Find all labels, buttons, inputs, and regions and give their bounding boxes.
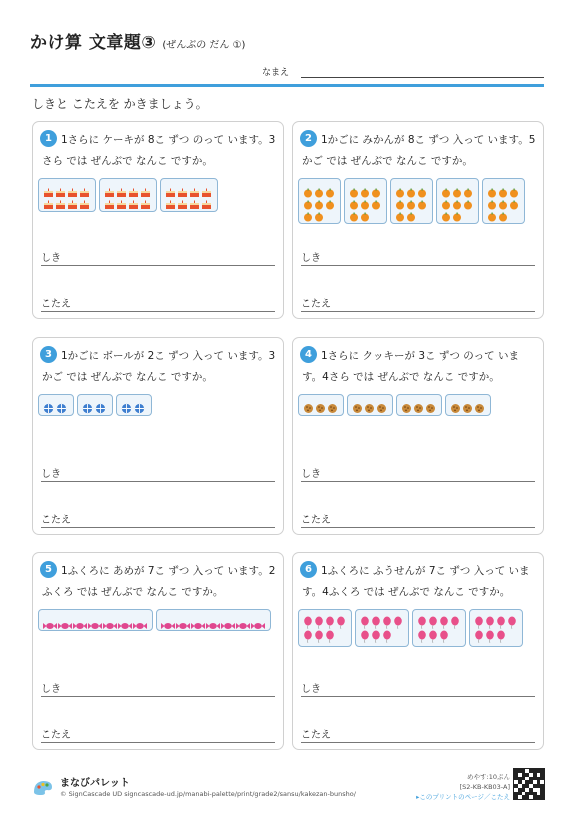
balloon-icon	[360, 614, 371, 628]
item-group	[116, 394, 152, 416]
kotae-label: こたえ	[41, 730, 71, 741]
cake-icon	[104, 195, 116, 207]
cookie-icon	[462, 399, 474, 411]
balloon-icon	[314, 628, 325, 642]
cake-icon	[128, 183, 140, 195]
cake-icon	[140, 195, 152, 207]
orange-icon	[487, 195, 498, 207]
item-group	[396, 394, 442, 416]
cake-icon	[43, 195, 55, 207]
candy-icon	[58, 615, 73, 625]
kotae-label: こたえ	[301, 299, 331, 310]
instruction-text: しきと こたえを かきましょう。	[32, 97, 208, 111]
orange-icon	[325, 183, 336, 195]
shiki-label: しき	[41, 253, 61, 264]
illustration-groups	[38, 609, 278, 631]
orange-icon	[406, 183, 417, 195]
cake-icon	[189, 183, 201, 195]
orange-icon	[360, 195, 371, 207]
shiki-answer-line[interactable]	[41, 265, 275, 266]
balloon-icon	[485, 614, 496, 628]
problem-text: 1かごに ボールが 2こ ずつ 入って います。3かご では ぜんぶで なんこ ですか。	[42, 350, 276, 383]
item-group	[77, 394, 113, 416]
candy-icon	[43, 615, 58, 625]
cake-icon	[140, 183, 152, 195]
orange-icon	[498, 195, 509, 207]
orange-icon	[314, 195, 325, 207]
item-group	[38, 178, 96, 212]
item-group	[38, 394, 74, 416]
balloon-icon	[371, 614, 382, 628]
cake-icon	[43, 183, 55, 195]
kotae-answer-line[interactable]	[41, 527, 275, 528]
orange-icon	[452, 195, 463, 207]
footer-meta	[400, 772, 510, 802]
problem-card-1	[32, 121, 284, 319]
ball-icon	[95, 399, 108, 411]
cookie-icon	[376, 399, 388, 411]
cake-icon	[189, 195, 201, 207]
qr-code-icon[interactable]	[513, 768, 545, 800]
problem-number-badge: 3	[40, 346, 57, 363]
cake-icon	[201, 183, 213, 195]
item-group	[355, 609, 409, 647]
balloon-icon	[496, 628, 507, 642]
item-group	[390, 178, 433, 224]
cookie-icon	[425, 399, 437, 411]
illustration-groups	[298, 609, 538, 647]
problem-number-badge: 2	[300, 130, 317, 147]
ball-icon	[56, 399, 69, 411]
item-group	[436, 178, 479, 224]
balloon-icon	[360, 628, 371, 642]
item-group	[156, 609, 271, 631]
orange-icon	[371, 183, 382, 195]
balloon-icon	[474, 628, 485, 642]
candy-icon	[221, 615, 236, 625]
illustration-groups	[38, 394, 278, 416]
header	[30, 28, 245, 53]
balloon-icon	[474, 614, 485, 628]
candy-icon	[251, 615, 266, 625]
balloon-icon	[382, 628, 393, 642]
item-group	[412, 609, 466, 647]
balloon-icon	[371, 628, 382, 642]
balloon-icon	[428, 614, 439, 628]
cake-icon	[177, 183, 189, 195]
cake-icon	[116, 183, 128, 195]
cake-icon	[79, 183, 91, 195]
problem-card-6	[292, 552, 544, 750]
balloon-icon	[325, 628, 336, 642]
orange-icon	[452, 183, 463, 195]
orange-icon	[395, 183, 406, 195]
orange-icon	[314, 207, 325, 219]
candy-icon	[118, 615, 133, 625]
orange-icon	[360, 207, 371, 219]
balloon-icon	[439, 614, 450, 628]
balloon-icon	[450, 614, 461, 628]
name-label: なまえ	[262, 68, 290, 78]
orange-icon	[406, 207, 417, 219]
item-group	[344, 178, 387, 224]
orange-icon	[303, 183, 314, 195]
item-group	[298, 394, 344, 416]
palette-logo-icon	[32, 778, 54, 796]
problem-text: 1さらに ケーキが 8こ ずつ のって います。3さら では ぜんぶで なんこ ですか。	[42, 134, 276, 167]
candy-icon	[191, 615, 206, 625]
orange-icon	[441, 183, 452, 195]
problem-text: 1さらに クッキーが 3こ ずつ のって います。4さら では ぜんぶで なんこ ですか。	[302, 350, 519, 383]
orange-icon	[509, 195, 520, 207]
cookie-icon	[352, 399, 364, 411]
orange-icon	[441, 195, 452, 207]
orange-icon	[303, 207, 314, 219]
orange-icon	[314, 183, 325, 195]
kotae-answer-line[interactable]	[41, 742, 275, 743]
item-group	[160, 178, 218, 212]
ball-icon	[134, 399, 147, 411]
orange-icon	[487, 183, 498, 195]
cake-icon	[165, 195, 177, 207]
orange-icon	[498, 183, 509, 195]
candy-icon	[206, 615, 221, 625]
balloon-icon	[325, 614, 336, 628]
orange-icon	[349, 207, 360, 219]
header-divider	[30, 84, 544, 87]
cake-icon	[55, 183, 67, 195]
cookie-icon	[303, 399, 315, 411]
candy-icon	[236, 615, 251, 625]
footer-url[interactable]: © SignCascade UD signcascade-ud.jp/manabi-palette/print/grade2/sansu/kakezan-bunsho/	[60, 790, 356, 798]
kotae-label: こたえ	[301, 515, 331, 526]
item-group	[482, 178, 525, 224]
shiki-label: しき	[41, 684, 61, 695]
balloon-icon	[417, 614, 428, 628]
cookie-icon	[401, 399, 413, 411]
balloon-icon	[507, 614, 518, 628]
shiki-answer-line[interactable]	[41, 481, 275, 482]
balloon-icon	[439, 628, 450, 642]
kotae-answer-line[interactable]	[41, 311, 275, 312]
candy-icon	[161, 615, 176, 625]
balloon-icon	[428, 628, 439, 642]
shiki-label: しき	[301, 253, 321, 264]
balloon-icon	[417, 628, 428, 642]
time-estimate: めやす:10ぷん	[467, 773, 510, 781]
footer-brand: まなびパレット	[60, 778, 130, 789]
orange-icon	[417, 183, 428, 195]
candy-icon	[73, 615, 88, 625]
candy-icon	[176, 615, 191, 625]
balloon-icon	[336, 614, 347, 628]
cake-icon	[116, 195, 128, 207]
shiki-answer-line[interactable]	[301, 265, 535, 266]
problem-number-badge: 5	[40, 561, 57, 578]
cookie-icon	[450, 399, 462, 411]
orange-icon	[452, 207, 463, 219]
name-row	[262, 64, 544, 78]
page-subtitle: (ぜんぶの だん ①)	[162, 40, 246, 51]
problem-text: 1ふくろに あめが 7こ ずつ 入って います。2ふくろ では ぜんぶで なんこ ですか。	[42, 565, 276, 598]
shiki-label: しき	[41, 469, 61, 480]
kotae-answer-line[interactable]	[301, 742, 535, 743]
item-group	[298, 178, 341, 224]
orange-icon	[498, 207, 509, 219]
cake-icon	[165, 183, 177, 195]
item-group	[99, 178, 157, 212]
balloon-icon	[485, 628, 496, 642]
item-group	[469, 609, 523, 647]
answer-page-link[interactable]: ▸このプリントのページ／こたえ	[416, 793, 510, 801]
balloon-icon	[314, 614, 325, 628]
item-group	[38, 609, 153, 631]
shiki-answer-line[interactable]	[301, 696, 535, 697]
orange-icon	[417, 195, 428, 207]
orange-icon	[395, 207, 406, 219]
cookie-icon	[327, 399, 339, 411]
problem-text: 1かごに みかんが 8こ ずつ 入って います。5かご では ぜんぶで なんこ ですか。	[302, 134, 536, 167]
cake-icon	[104, 183, 116, 195]
illustration-groups	[298, 178, 538, 224]
orange-icon	[349, 195, 360, 207]
cake-icon	[67, 183, 79, 195]
candy-icon	[133, 615, 148, 625]
item-group	[298, 609, 352, 647]
cookie-icon	[474, 399, 486, 411]
candy-icon	[103, 615, 118, 625]
orange-icon	[487, 207, 498, 219]
cake-icon	[201, 195, 213, 207]
illustration-groups	[298, 394, 538, 416]
kotae-label: こたえ	[41, 515, 71, 526]
candy-icon	[88, 615, 103, 625]
orange-icon	[463, 195, 474, 207]
ball-icon	[82, 399, 95, 411]
item-group	[445, 394, 491, 416]
balloon-icon	[393, 614, 404, 628]
kotae-answer-line[interactable]	[301, 311, 535, 312]
shiki-label: しき	[301, 684, 321, 695]
problem-number-badge: 1	[40, 130, 57, 147]
problem-number-badge: 4	[300, 346, 317, 363]
ball-icon	[121, 399, 134, 411]
cake-icon	[79, 195, 91, 207]
cake-icon	[128, 195, 140, 207]
orange-icon	[349, 183, 360, 195]
orange-icon	[360, 183, 371, 195]
cake-icon	[55, 195, 67, 207]
cookie-icon	[364, 399, 376, 411]
orange-icon	[406, 195, 417, 207]
kotae-label: こたえ	[41, 299, 71, 310]
problem-card-3	[32, 337, 284, 535]
page-title: かけ算 文章題③	[30, 33, 157, 53]
shiki-answer-line[interactable]	[301, 481, 535, 482]
balloon-icon	[303, 614, 314, 628]
orange-icon	[441, 207, 452, 219]
orange-icon	[325, 195, 336, 207]
orange-icon	[395, 195, 406, 207]
problem-card-5	[32, 552, 284, 750]
orange-icon	[463, 183, 474, 195]
shiki-answer-line[interactable]	[41, 696, 275, 697]
balloon-icon	[303, 628, 314, 642]
ball-icon	[43, 399, 56, 411]
shiki-label: しき	[301, 469, 321, 480]
orange-icon	[371, 195, 382, 207]
problem-card-2	[292, 121, 544, 319]
problem-card-4	[292, 337, 544, 535]
cookie-icon	[413, 399, 425, 411]
kotae-answer-line[interactable]	[301, 527, 535, 528]
problem-text: 1ふくろに ふうせんが 7こ ずつ 入って います。4ふくろ では ぜんぶで なんこ ですか。	[302, 565, 530, 598]
problem-number-badge: 6	[300, 561, 317, 578]
illustration-groups	[38, 178, 278, 212]
balloon-icon	[496, 614, 507, 628]
orange-icon	[303, 195, 314, 207]
cake-icon	[177, 195, 189, 207]
item-group	[347, 394, 393, 416]
print-code: [S2-KB-KB03-A]	[459, 783, 510, 791]
cookie-icon	[315, 399, 327, 411]
name-field[interactable]	[301, 64, 544, 78]
orange-icon	[509, 183, 520, 195]
cake-icon	[67, 195, 79, 207]
balloon-icon	[382, 614, 393, 628]
kotae-label: こたえ	[301, 730, 331, 741]
